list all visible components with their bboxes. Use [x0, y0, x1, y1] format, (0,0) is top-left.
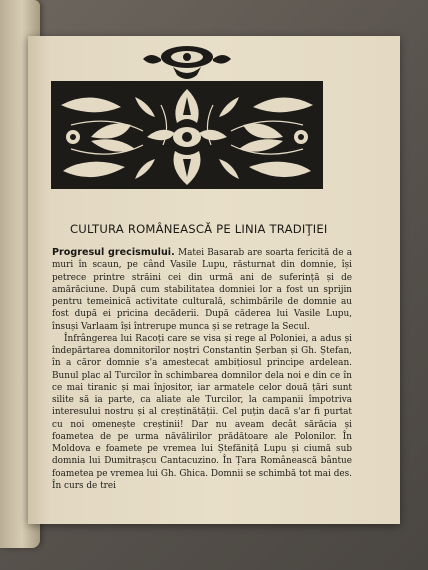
paragraph-2-text: Înfrângerea lui Racoți care se visa și rege al Poloniei, a adus și îndepărtarea domnitorilor noștri Constantin Șerban și Gh. Ștefan, în a căror domnie s'a amestecat ambițiosul principe ardelean. Bunul plac al Turcilor în schimbarea domnilor dela noi e din ce în ce mai tiranic și mai înjositor, iar armatele celor două țări sunt silite să ia parte, ca aliate ale Turcilor, la campanii împotriva interesului nostru și al creștinătății. Cel puțin dacă s'ar fi purtat cu noi omenește creștinii! Dar nu aveam decât sărăcia și foametea de pe urma năvălirilor prădătoare ale Polonilor. În Moldova e foamete pe vremea lui Ștefăniță Lupu și ciumă sub domnia lui Dumitrașcu Cantacuzino. În Țara Românească bântue foametea pe vremea lui Gh. Ghica. Domnii se schimbă tot mai des. În curs de trei — [52, 333, 352, 491]
paragraph-1-text: Matei Basarab are soarta fericită de a muri în scaun, pe când Vasile Lupu, răsturnat din domnie, își petrece printre străini cei din urmă ani de suferință și de amărăciune. După cum stabilitatea domniei lor a fost un sprijin pentru temeinică activitate culturală, schimbările de domnie au fost după ei pricina decăderii. După căderea lui Vasile Lupu, însuși Varlaam își întrerupe munca și se retrage la Secul. — [52, 248, 352, 332]
paragraph-2 — [52, 333, 352, 492]
section-heading: Progresul grecismului. — [52, 247, 175, 258]
body-text — [52, 247, 352, 492]
chapter-title: CULTURA ROMÂNEASCĂ PE LINIA TRADIŢIEI — [70, 222, 328, 236]
paragraph-1 — [52, 247, 352, 333]
floral-ornament-headpiece — [51, 45, 323, 190]
